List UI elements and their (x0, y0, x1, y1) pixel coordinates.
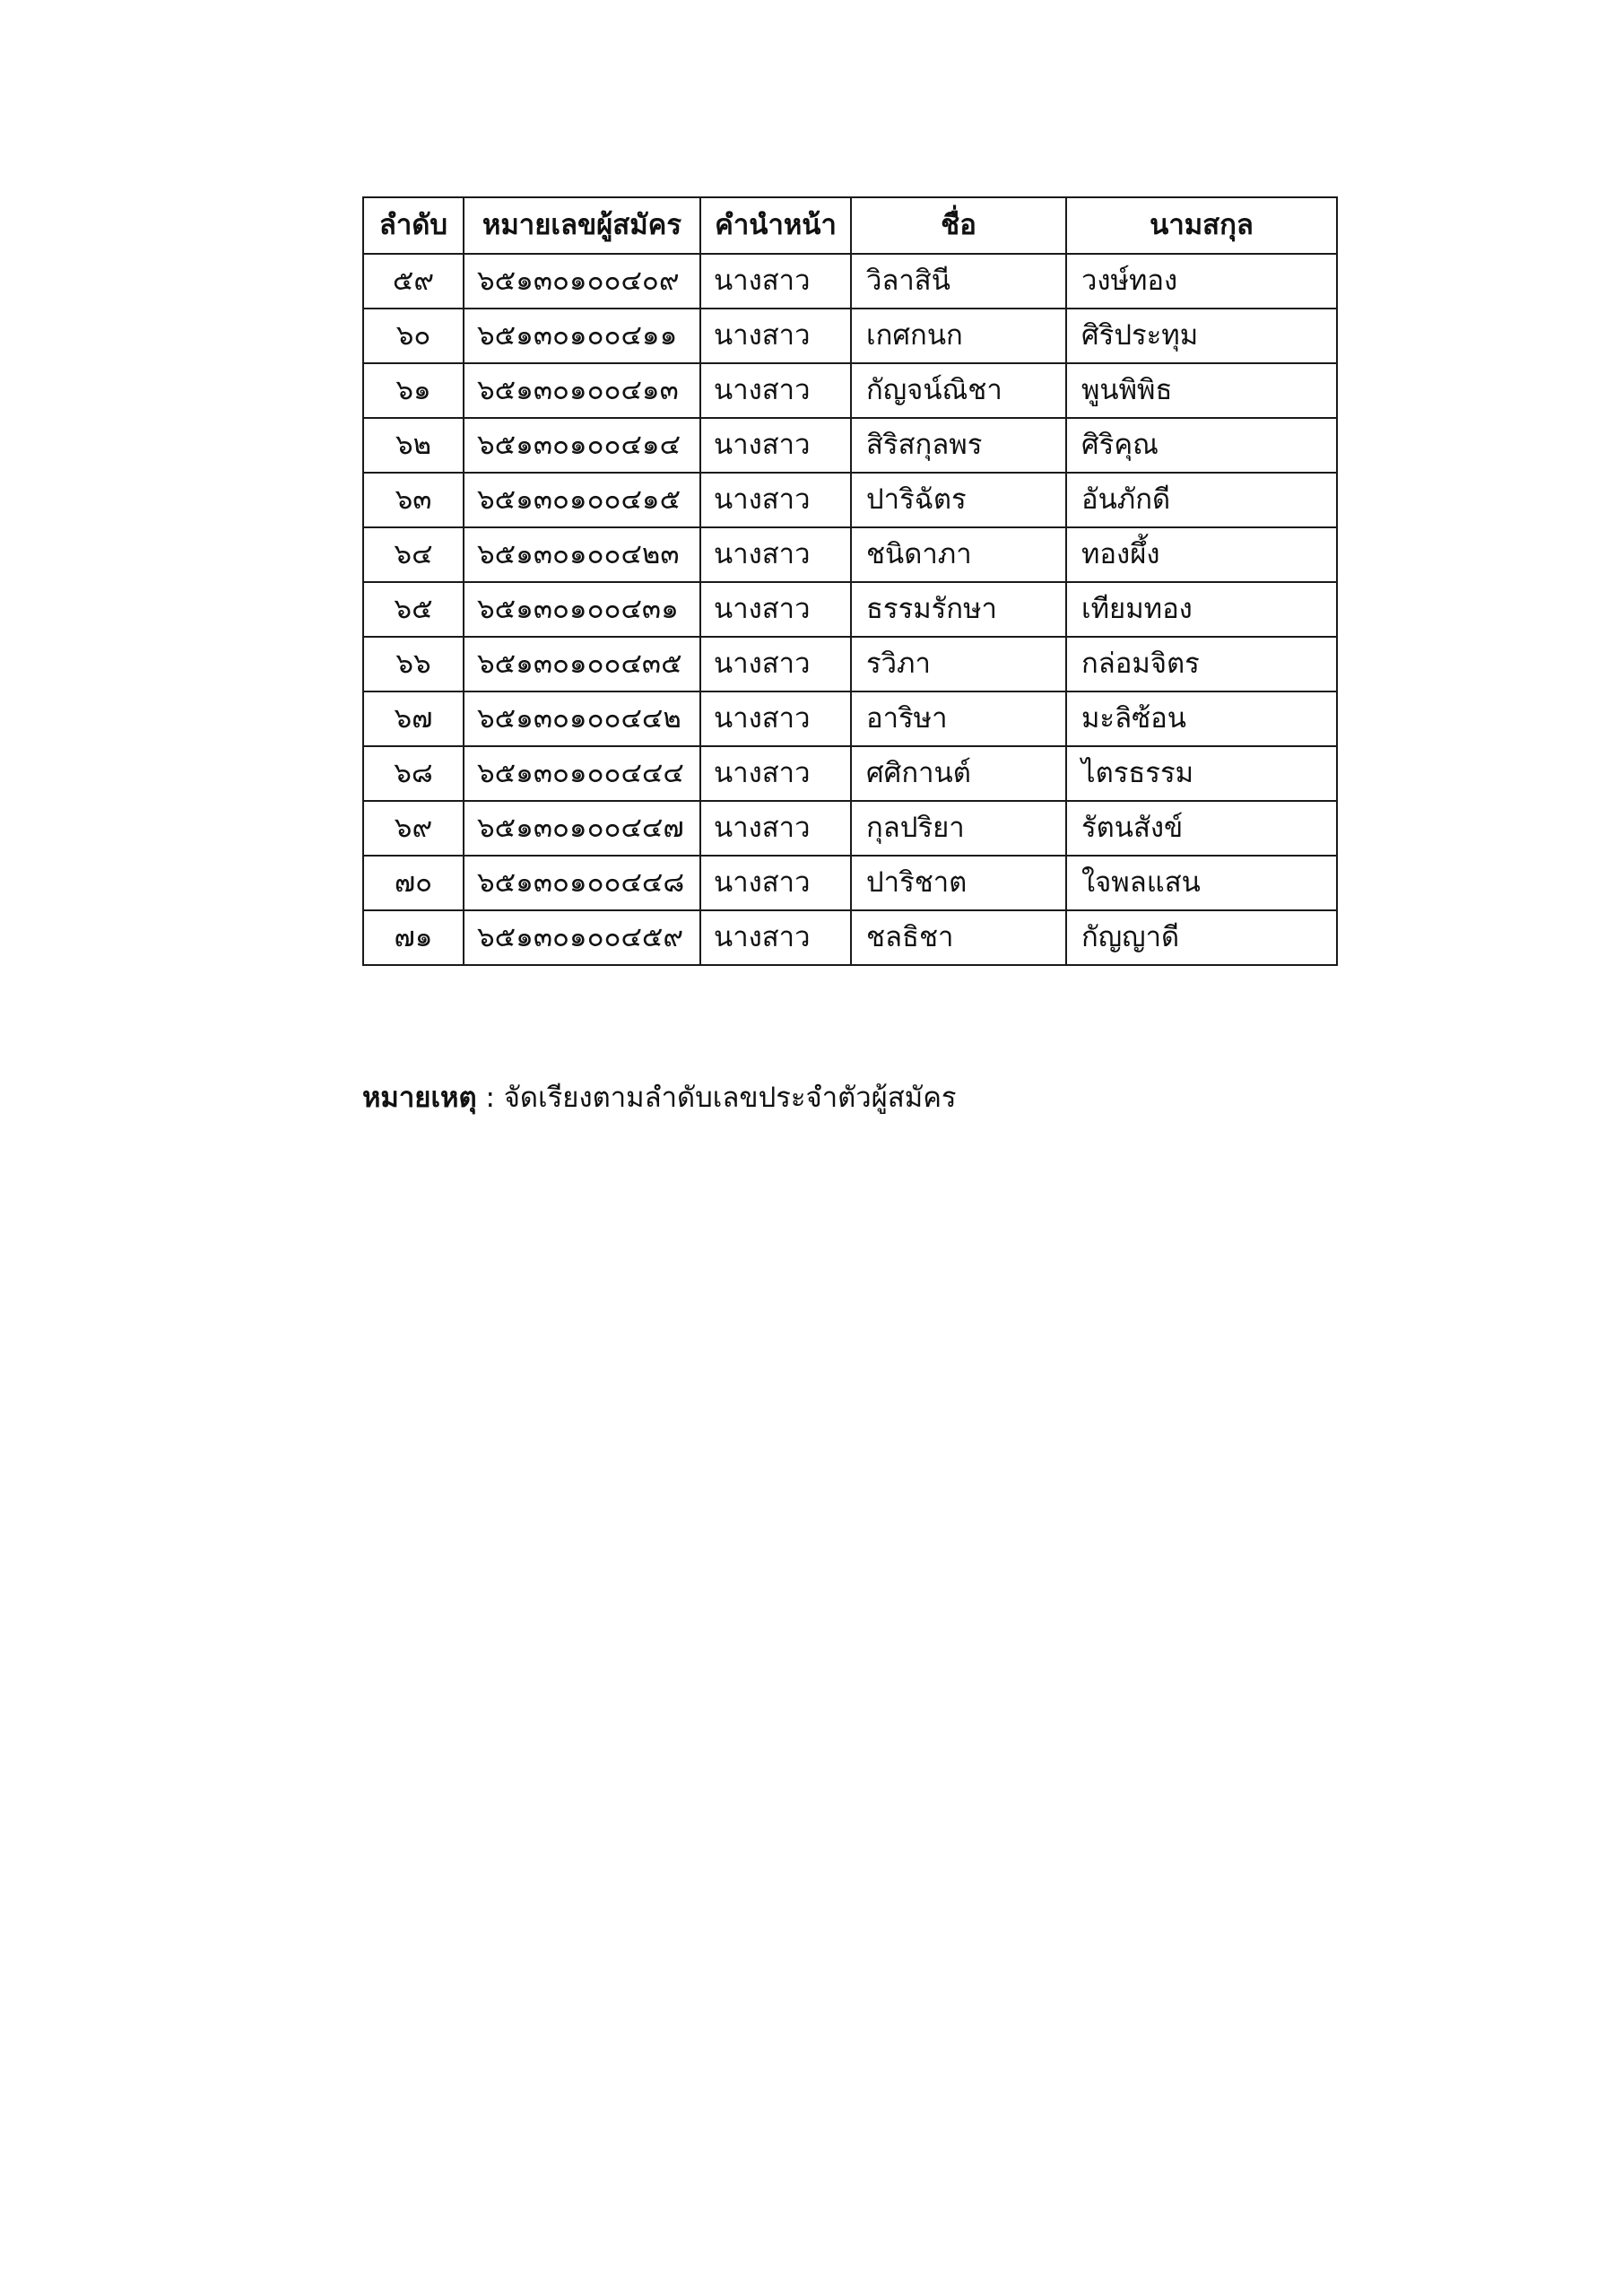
table-row (363, 254, 1337, 309)
cell-applicant-id: ๖๕๑๓๐๑๐๐๔๔๗ (464, 801, 700, 856)
cell-applicant-id: ๖๕๑๓๐๑๐๐๔๑๔ (464, 418, 700, 473)
cell-prefix: นางสาว (700, 473, 851, 527)
cell-last-name: ไตรธรรม (1066, 746, 1337, 801)
cell-first-name: เกศกนก (851, 309, 1066, 363)
cell-last-name: วงษ์ทอง (1066, 254, 1337, 309)
cell-last-name: ศิริประทุม (1066, 309, 1337, 363)
footnote-separator: : (476, 1082, 504, 1114)
cell-last-name: ทองผึ้ง (1066, 527, 1337, 582)
table-row (363, 527, 1337, 582)
table-row (363, 309, 1337, 363)
table-row (363, 801, 1337, 856)
cell-order: ๖๓ (363, 473, 464, 527)
header-first-name: ชื่อ (851, 197, 1066, 254)
cell-prefix: นางสาว (700, 363, 851, 418)
cell-prefix: นางสาว (700, 254, 851, 309)
cell-first-name: สิริสกุลพร (851, 418, 1066, 473)
footnote-text: จัดเรียงตามลำดับเลขประจำตัวผู้สมัคร (503, 1082, 957, 1114)
table-row (363, 856, 1337, 910)
cell-prefix: นางสาว (700, 418, 851, 473)
table-row (363, 363, 1337, 418)
table-row (363, 691, 1337, 746)
cell-first-name: ปาริฉัตร (851, 473, 1066, 527)
cell-last-name: พูนพิพิธ (1066, 363, 1337, 418)
cell-applicant-id: ๖๕๑๓๐๑๐๐๔๕๙ (464, 910, 700, 965)
table-row (363, 582, 1337, 637)
cell-first-name: วิลาสินี (851, 254, 1066, 309)
cell-first-name: รวิภา (851, 637, 1066, 691)
cell-applicant-id: ๖๕๑๓๐๑๐๐๔๑๕ (464, 473, 700, 527)
cell-last-name: ศิริคุณ (1066, 418, 1337, 473)
cell-order: ๖๒ (363, 418, 464, 473)
cell-first-name: ศศิกานต์ (851, 746, 1066, 801)
applicant-table (362, 196, 1338, 966)
cell-applicant-id: ๖๕๑๓๐๑๐๐๔๐๙ (464, 254, 700, 309)
cell-prefix: นางสาว (700, 746, 851, 801)
table-body (363, 254, 1337, 965)
cell-order: ๖๗ (363, 691, 464, 746)
cell-first-name: ปาริชาต (851, 856, 1066, 910)
cell-applicant-id: ๖๕๑๓๐๑๐๐๔๑๓ (464, 363, 700, 418)
cell-last-name: มะลิซ้อน (1066, 691, 1337, 746)
cell-order: ๗๑ (363, 910, 464, 965)
table-row (363, 418, 1337, 473)
cell-order: ๖๕ (363, 582, 464, 637)
cell-prefix: นางสาว (700, 910, 851, 965)
header-last-name: นามสกุล (1066, 197, 1337, 254)
cell-last-name: เทียมทอง (1066, 582, 1337, 637)
cell-first-name: กุลปริยา (851, 801, 1066, 856)
table-row (363, 637, 1337, 691)
header-order: ลำดับ (363, 197, 464, 254)
table-row (363, 473, 1337, 527)
cell-last-name: กล่อมจิตร (1066, 637, 1337, 691)
cell-applicant-id: ๖๕๑๓๐๑๐๐๔๔๘ (464, 856, 700, 910)
cell-first-name: กัญจน์ณิชา (851, 363, 1066, 418)
header-prefix: คำนำหน้า (700, 197, 851, 254)
cell-applicant-id: ๖๕๑๓๐๑๐๐๔๒๓ (464, 527, 700, 582)
cell-order: ๗๐ (363, 856, 464, 910)
cell-order: ๖๑ (363, 363, 464, 418)
cell-prefix: นางสาว (700, 856, 851, 910)
cell-prefix: นางสาว (700, 637, 851, 691)
cell-order: ๖๙ (363, 801, 464, 856)
cell-last-name: อันภักดี (1066, 473, 1337, 527)
cell-order: ๕๙ (363, 254, 464, 309)
cell-applicant-id: ๖๕๑๓๐๑๐๐๔๑๑ (464, 309, 700, 363)
cell-first-name: ชนิดาภา (851, 527, 1066, 582)
cell-prefix: นางสาว (700, 309, 851, 363)
cell-prefix: นางสาว (700, 582, 851, 637)
footnote-label: หมายเหตุ (362, 1082, 477, 1114)
table-row (363, 746, 1337, 801)
cell-applicant-id: ๖๕๑๓๐๑๐๐๔๓๑ (464, 582, 700, 637)
cell-applicant-id: ๖๕๑๓๐๑๐๐๔๓๕ (464, 637, 700, 691)
cell-first-name: ชลธิชา (851, 910, 1066, 965)
cell-order: ๖๖ (363, 637, 464, 691)
footnote (362, 1074, 957, 1119)
cell-last-name: รัตนสังข์ (1066, 801, 1337, 856)
cell-last-name: ใจพลแสน (1066, 856, 1337, 910)
cell-applicant-id: ๖๕๑๓๐๑๐๐๔๔๔ (464, 746, 700, 801)
cell-first-name: อาริษา (851, 691, 1066, 746)
cell-order: ๖๐ (363, 309, 464, 363)
cell-order: ๖๔ (363, 527, 464, 582)
cell-last-name: กัญญาดี (1066, 910, 1337, 965)
cell-prefix: นางสาว (700, 801, 851, 856)
header-applicant-id: หมายเลขผู้สมัคร (464, 197, 700, 254)
cell-order: ๖๘ (363, 746, 464, 801)
table-header-row (363, 197, 1337, 254)
cell-prefix: นางสาว (700, 691, 851, 746)
cell-applicant-id: ๖๕๑๓๐๑๐๐๔๔๒ (464, 691, 700, 746)
cell-first-name: ธรรมรักษา (851, 582, 1066, 637)
table-row (363, 910, 1337, 965)
cell-prefix: นางสาว (700, 527, 851, 582)
